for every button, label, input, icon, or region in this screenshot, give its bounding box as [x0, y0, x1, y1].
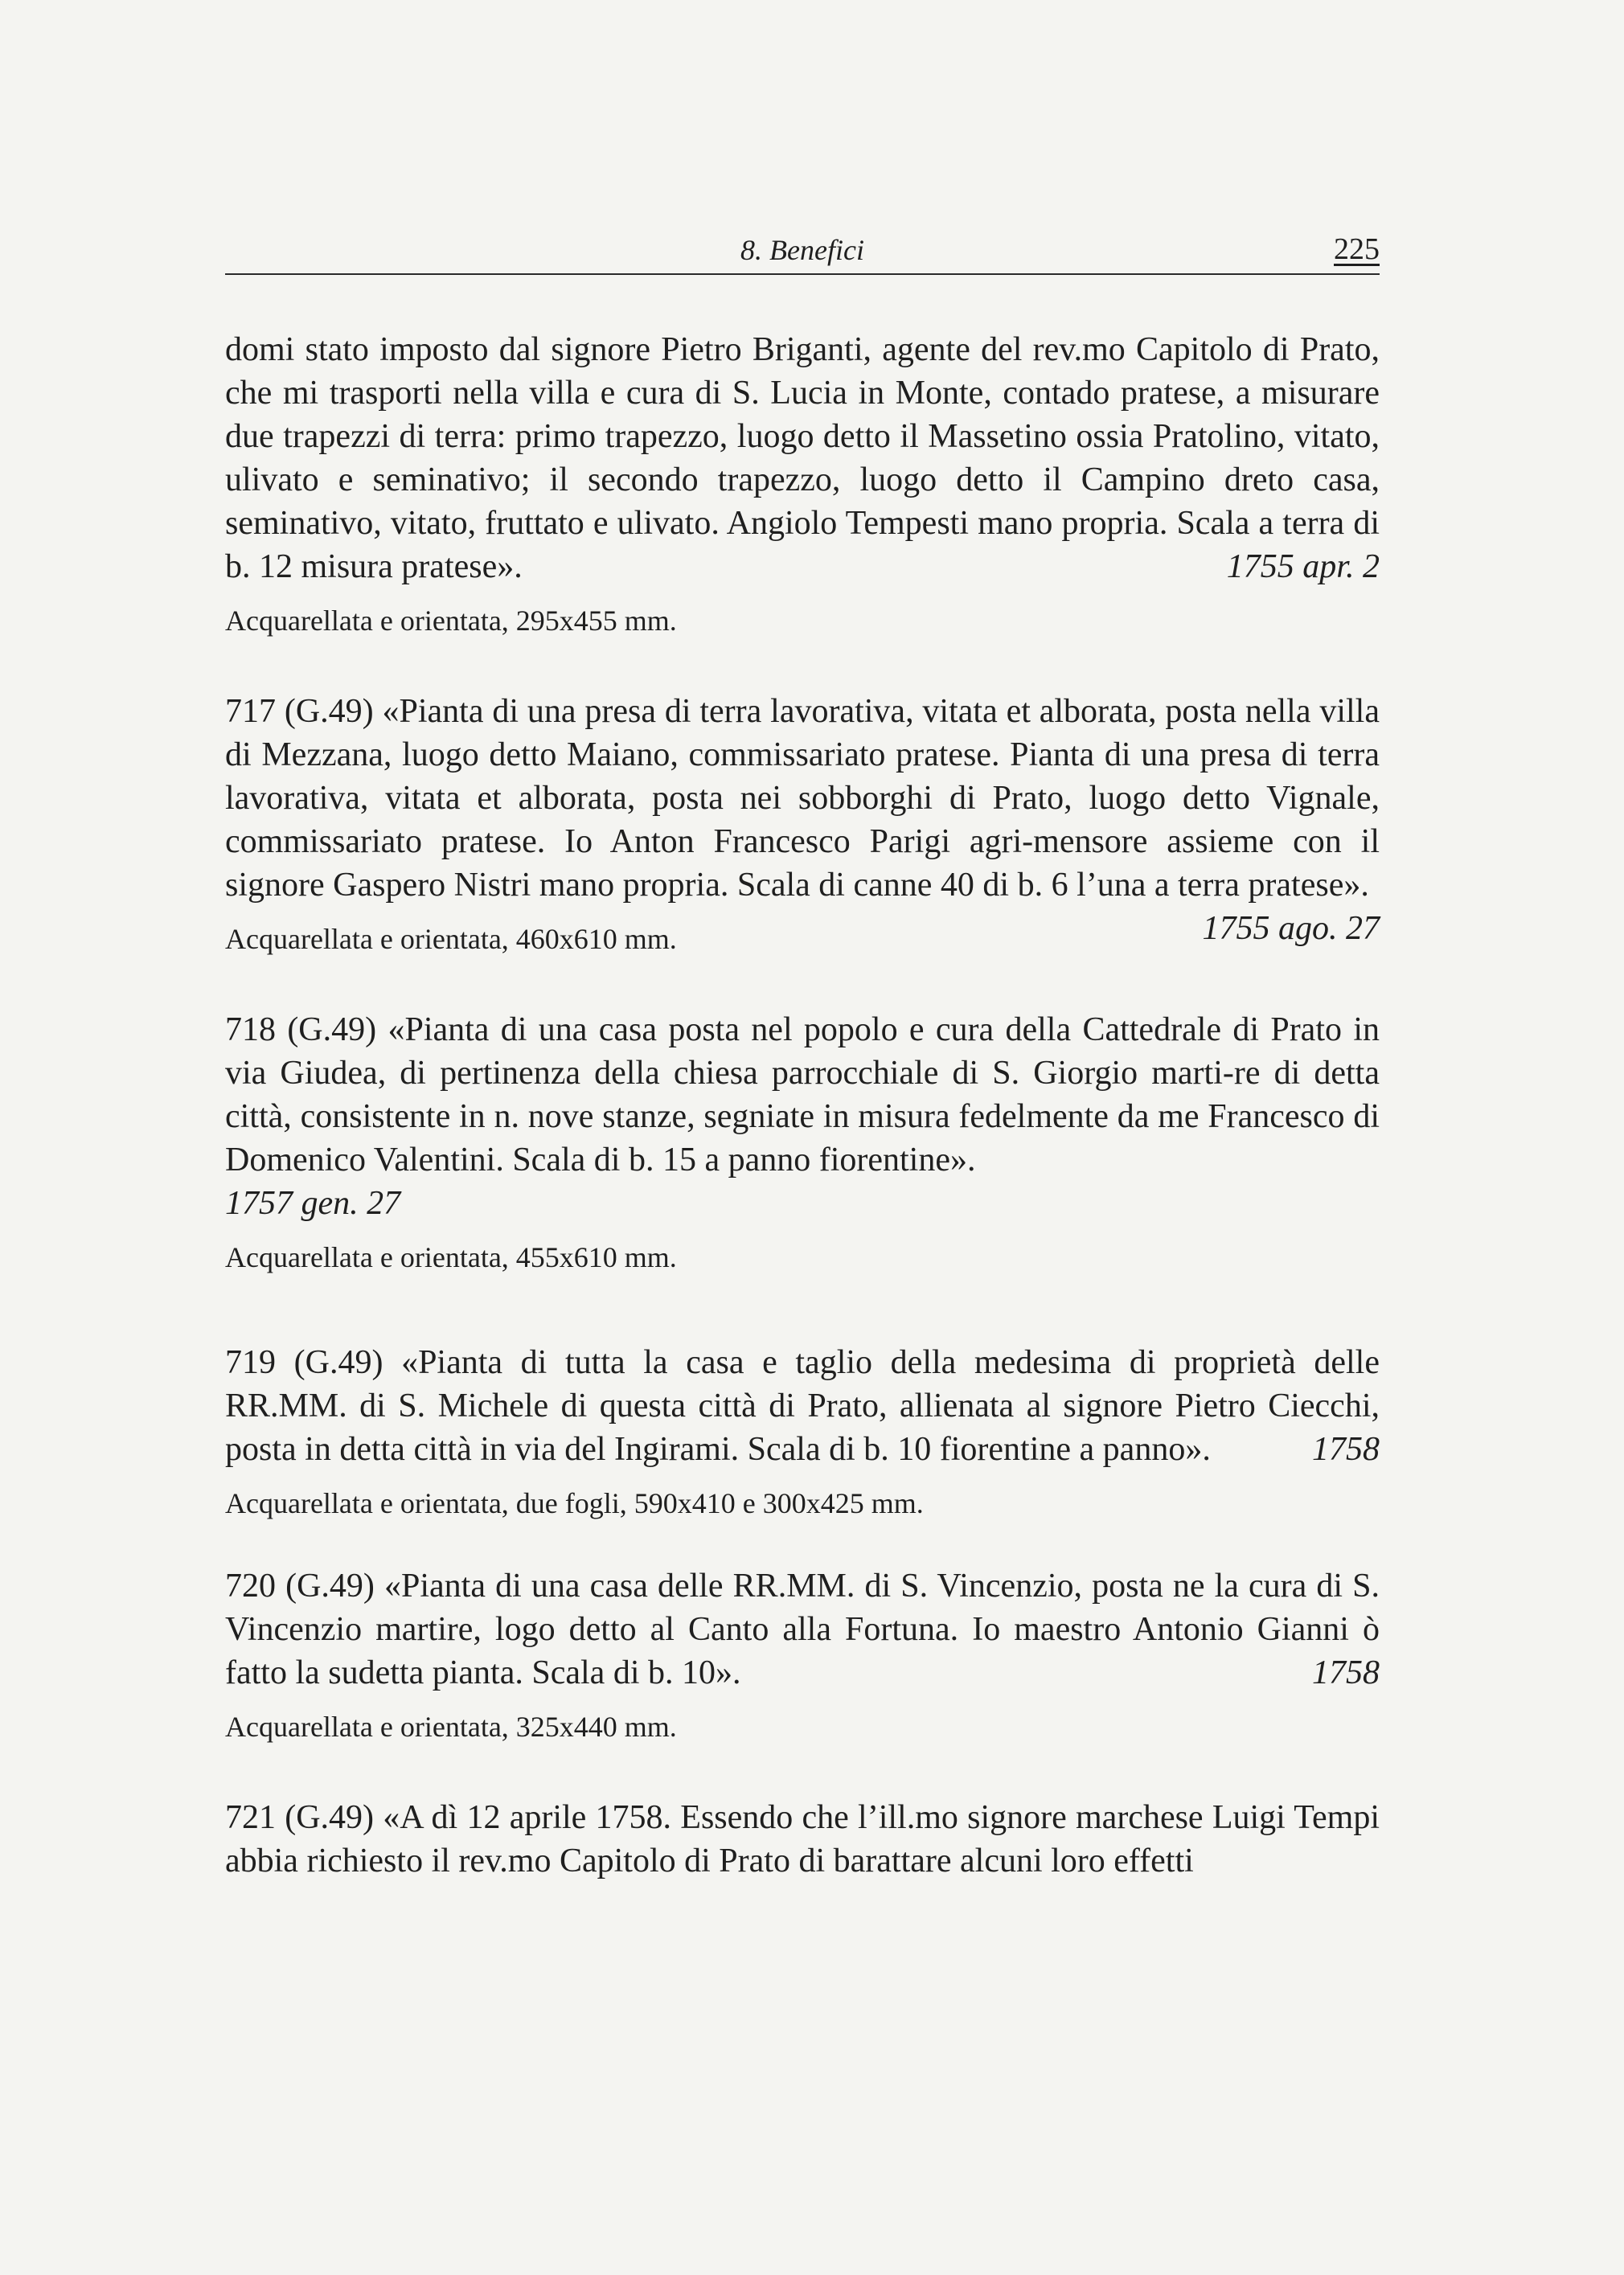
entry-date: 1758 [1312, 1431, 1380, 1468]
entry-date: 1755 ago. 27 [1202, 910, 1380, 947]
entry-description: Acquarellata e orientata, 325x440 mm. [225, 1711, 677, 1743]
entry-date: 1758 [1312, 1654, 1380, 1691]
entry-description: Acquarellata e orientata, 455x610 mm. [225, 1241, 677, 1273]
entry-text: domi stato imposto dal signore Pietro Briganti, agente del rev.mo Capitolo di Prato, che mi trasporti nella villa e cura di S. Lucia in Monte, contado pratese, a misurare due trapezzi di terra: primo trapezzo, luogo detto il Massetino ossia Pratolino, vitato, ulivato e seminativo; il secondo trapezzo, luogo detto il Campino dreto casa, seminativo, vitato, fruttato e ulivato. Angiolo Tempesti mano propria. Scala a terra di b. 12 misura pratese». 1755 apr. 2 [225, 328, 1380, 588]
catalog-entry [225, 1008, 1380, 1277]
running-title: 8. Benefici [740, 234, 864, 266]
page-body [225, 328, 1380, 1883]
catalog-entry [225, 1796, 1380, 1883]
catalog-entry [225, 690, 1380, 958]
catalog-entry [225, 1564, 1380, 1746]
entry-description: Acquarellata e orientata, 460x610 mm. [225, 923, 677, 955]
entry-date: 1755 apr. 2 [1226, 548, 1380, 585]
entry-text: 720 (G.49) «Pianta di una casa delle RR.MM. di S. Vincenzio, posta ne la cura di S. Vincenzio martire, logo detto al Canto alla Fortuna. Io maestro Antonio Gianni ò fatto la sudetta pianta. Scala di b. 10». 1758 [225, 1564, 1380, 1695]
page-number: 225 [1334, 232, 1380, 266]
entry-text: 717 (G.49) «Pianta di una presa di terra lavorativa, vitata et alborata, posta nella villa di Mezzana, luogo detto Maiano, commissariato pratese. Pianta di una presa di terra lavorativa, vitata et alborata, posta nei sobborghi di Prato, luogo detto Vignale, commissariato pratese. Io Anton Francesco Parigi agri-mensore assieme con il signore Gaspero Nistri mano propria. Scala di canne 40 di b. 6 l’una a terra pratese». 1755 ago. 27 [225, 690, 1380, 907]
page-header [225, 228, 1380, 275]
entry-description: Acquarellata e orientata, 295x455 mm. [225, 605, 677, 637]
catalog-entry [225, 1341, 1380, 1523]
entry-description: Acquarellata e orientata, due fogli, 590x410 e 300x425 mm. [225, 1487, 924, 1519]
catalog-entry [225, 328, 1380, 640]
entry-text: 719 (G.49) «Pianta di tutta la casa e taglio della medesima di proprietà delle RR.MM. di S. Michele di questa città di Prato, allienata al signore Pietro Ciecchi, posta in detta città in via del Ingirami. Scala di b. 10 fiorentine a panno». 1758 [225, 1341, 1380, 1471]
entry-text: 721 (G.49) «A dì 12 aprile 1758. Essendo che l’ill.mo signore marchese Luigi Tempi abbia richiesto il rev.mo Capitolo di Prato di barattare alcuni loro effetti [225, 1799, 1380, 1879]
entry-date: 1757 gen. 27 [225, 1185, 401, 1222]
entry-text: 718 (G.49) «Pianta di una casa posta nel popolo e cura della Cattedrale di Prato in via Giudea, di pertinenza della chiesa parrocchiale di S. Giorgio marti-re di detta città, consistente in n. nove stanze, segniate in misura fedelmente da me Francesco di Domenico Valentini. Scala di b. 15 a panno fiorentine». 1757 gen. 27 [225, 1008, 1380, 1225]
